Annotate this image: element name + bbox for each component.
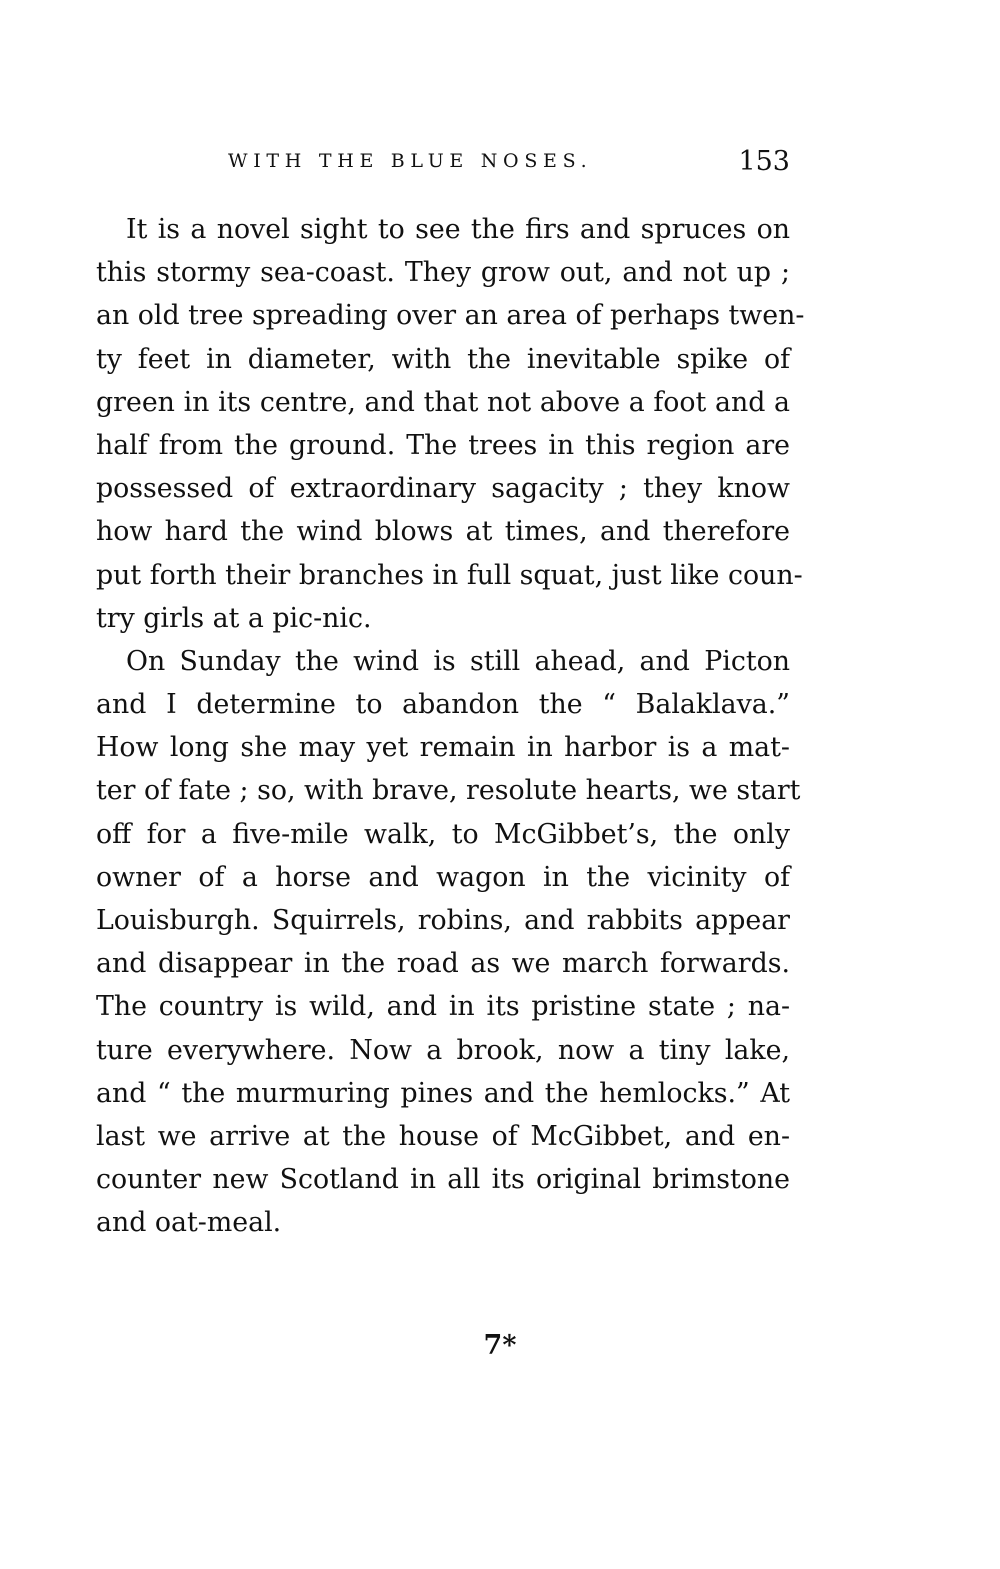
text-line: an old tree spreading over an area of perhaps twen-: [96, 300, 805, 332]
text-line: and oat-meal.: [96, 1207, 282, 1239]
text-line: and I determine to abandon the “ Balaklava.”: [96, 689, 790, 721]
text-line: and “ the murmuring pines and the hemlocks.” At: [96, 1077, 790, 1109]
text-line: green in its centre, and that not above a foot and a: [96, 386, 790, 418]
body-text: [96, 208, 805, 1245]
text-line: and disappear in the road as we march forwards.: [96, 948, 790, 980]
signature-mark: 7*: [483, 1330, 517, 1361]
text-line: ter of fate ; so, with brave, resolute hearts, we start: [96, 775, 801, 807]
text-line: counter new Scotland in all its original brimstone: [96, 1164, 790, 1196]
text-line: put forth their branches in full squat, just like coun-: [96, 559, 803, 591]
text-line: Louisburgh. Squirrels, robins, and rabbits appear: [96, 905, 790, 936]
paragraph-1: [96, 208, 805, 640]
text-line: On Sunday the wind is still ahead, and Picton: [126, 645, 790, 677]
text-line: last we arrive at the house of McGibbet, and en-: [96, 1120, 790, 1152]
running-title: WITH THE BLUE NOSES.: [228, 150, 593, 172]
running-head: [228, 146, 790, 180]
text-line: ture everywhere. Now a brook, now a tiny lake,: [96, 1034, 790, 1066]
paragraph-2: [96, 640, 801, 1245]
text-line: How long she may yet remain in harbor is a mat-: [96, 732, 790, 764]
text-line: half from the ground. The trees in this region are: [96, 429, 790, 461]
page-number: 153: [738, 146, 790, 177]
text-line: off for a five-mile walk, to McGibbet’s, the only: [96, 818, 790, 850]
text-line: how hard the wind blows at times, and therefore: [96, 516, 790, 548]
text-line: The country is wild, and in its pristine state ; na-: [96, 991, 790, 1023]
text-line: It is a novel sight to see the firs and spruces on: [126, 214, 790, 245]
text-line: try girls at a pic-nic.: [96, 602, 372, 634]
text-line: ty feet in diameter, with the inevitable spike of: [96, 343, 790, 375]
text-line: this stormy sea-coast. They grow out, and not up ;: [96, 257, 790, 289]
text-line: owner of a horse and wagon in the vicinity of: [96, 861, 790, 893]
text-line: possessed of extraordinary sagacity ; they know: [96, 473, 790, 505]
